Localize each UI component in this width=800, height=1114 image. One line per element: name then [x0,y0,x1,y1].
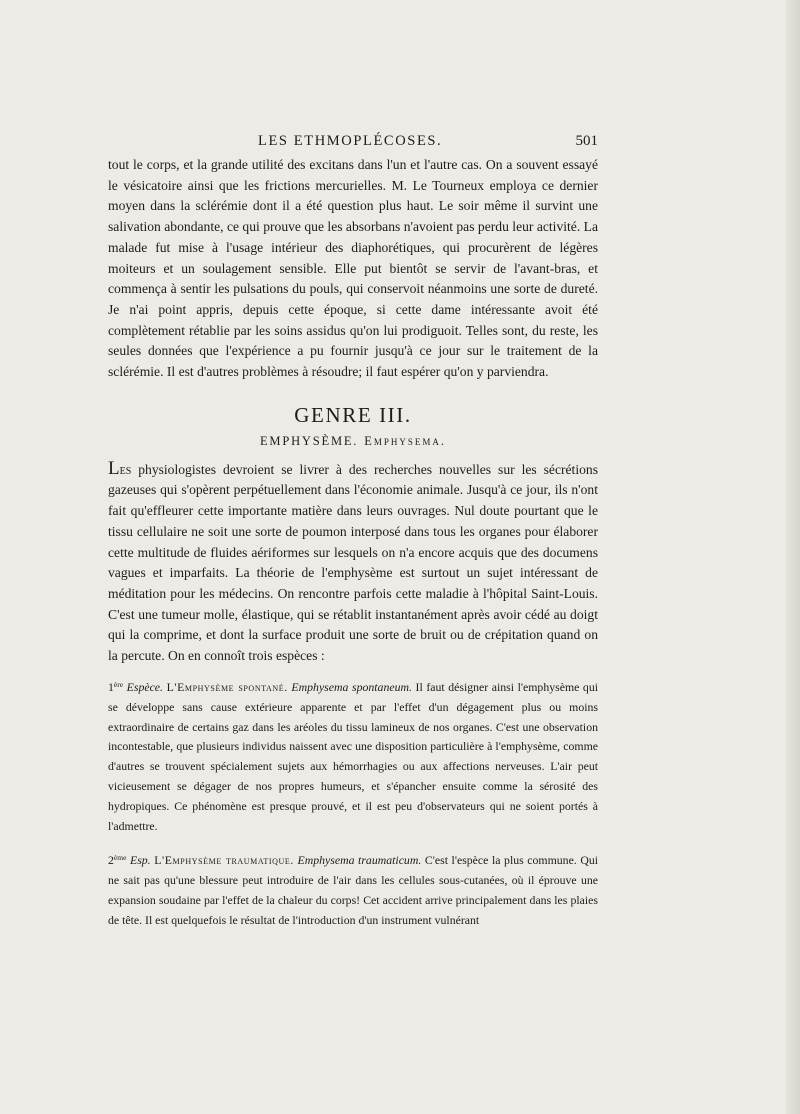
running-head [108,133,598,155]
species-entry [108,848,598,931]
species-name: L'Emphysème spontané. [166,679,288,694]
genre-heading: GENRE III. [294,402,412,427]
page-number: 501 [575,133,598,149]
genre-subtitle [108,434,598,449]
species-number: 2 [108,853,114,868]
drop-capital-rest: es [119,461,132,477]
species-latin-name: Emphysema spontaneum. [291,679,412,694]
species-description: C'est l'espèce la plus commune. Qui ne sait pas qu'une blessure peut introduire de l'air dans les cellules sous-cutanées, où il éprouve une expansion soudaine par l'effet de la chaleur du corps! Cet accident arrive principalement dans les plaies de tête. Il est quelquefois le résultat de l'introduction d'un instrument vulnérant [108,853,599,927]
species-ordinal: ère [113,679,124,689]
genre-subtitle-fr: EMPHYSÈME. [260,433,359,448]
drop-capital: L [108,457,120,479]
species-latin-name: Emphysema traumaticum. [297,853,422,868]
book-page [108,133,598,931]
intro-paragraph [108,459,598,667]
species-label: Espèce. [126,679,163,694]
page-edge [786,0,800,1114]
paragraph-continuation: tout le corps, et la grande utilité des excitans dans l'un et l'autre cas. On a souvent essayé le vésicatoire ainsi que les frictions mercurielles. M. Le Tourneux employa ce dernier moyen dans la sclérémie dont il a été question plus haut. Le soir même il survint une salivation abondante, ce qui prouve que les absorbans n'avoient pas perdu leur activité. La malade fut mise à l'usage intérieur des diaphorétiques, qui procurèrent de légères moiteurs et un soulagement sensible. Elle put bientôt se servir de l'avant-bras, et commença à sentir les pulsations du pouls, qui conservoit néanmoins une sorte de dureté. Je n'ai point appris, depuis cette époque, si cette dame intéressante avoit été complètement rétablie par les soins assidus qu'on lui prodiguoit. Telles sont, du reste, les seules données que l'expérience a pu fournir jusqu'à ce jour sur le traitement de la sclérémie. Il est d'autres problèmes à résoudre; il faut espérer qu'on y parviendra. [108,157,598,380]
species-entry [108,675,598,837]
intro-text: physiologistes devroient se livrer à des recherches nouvelles sur les sécrétions gazeuses qui s'opèrent perpétuellement dans l'économie animale. Jusqu'à ce jour, ils n'ont fait qu'effleurer cette importante matière dans leurs ouvrages. Nul doute pourtant que le tissu cellulaire ne soit une sorte de poumon interposé dans tous les organes pour élaborer cette multitude de fluides aériformes sur lesquels on n'a encore acquis que des documens vagues et imparfaits. La théorie de l'emphysème est surtout un sujet intéressant de méditation pour les médecins. On rencontre parfois cette maladie à l'hôpital Saint-Louis. C'est une tumeur molle, élastique, qui se rétablit instantanément après avoir cédé au doigt qui la comprime, et dont la surface produit une sorte de bruit ou de crépitation quand on la percute. On en connoît trois espèces : [108,461,598,664]
running-title: LES ETHMOPLÉCOSES. [258,133,443,149]
genre-subtitle-latin: Emphysema. [364,433,446,448]
species-name: L'Emphysème traumatique. [154,853,294,868]
species-label: Esp. [129,853,151,868]
species-ordinal: ème [113,853,127,863]
species-number: 1 [108,679,114,694]
species-description: Il faut désigner ainsi l'emphysème qui se développe sans cause extérieure apparente et par l'effet d'un dégagement plus ou moins extraordinaire de certains gaz dans les aréoles du tissu lamineux de nos organes. C'est une observation incontestable, que plusieurs individus naissent avec une disposition particulière à l'emphysème, comme d'autres se trouvent spécialement sujets aux hémorrhagies ou aux affections nerveuses. L'air peut vicieusement se dégager de nos propres humeurs, et s'épancher ensuite comme la sérosité des hydropiques. Ce phénomène est presque prouvé, et il est peu d'observateurs qui ne soient portés à l'admettre. [108,679,599,834]
